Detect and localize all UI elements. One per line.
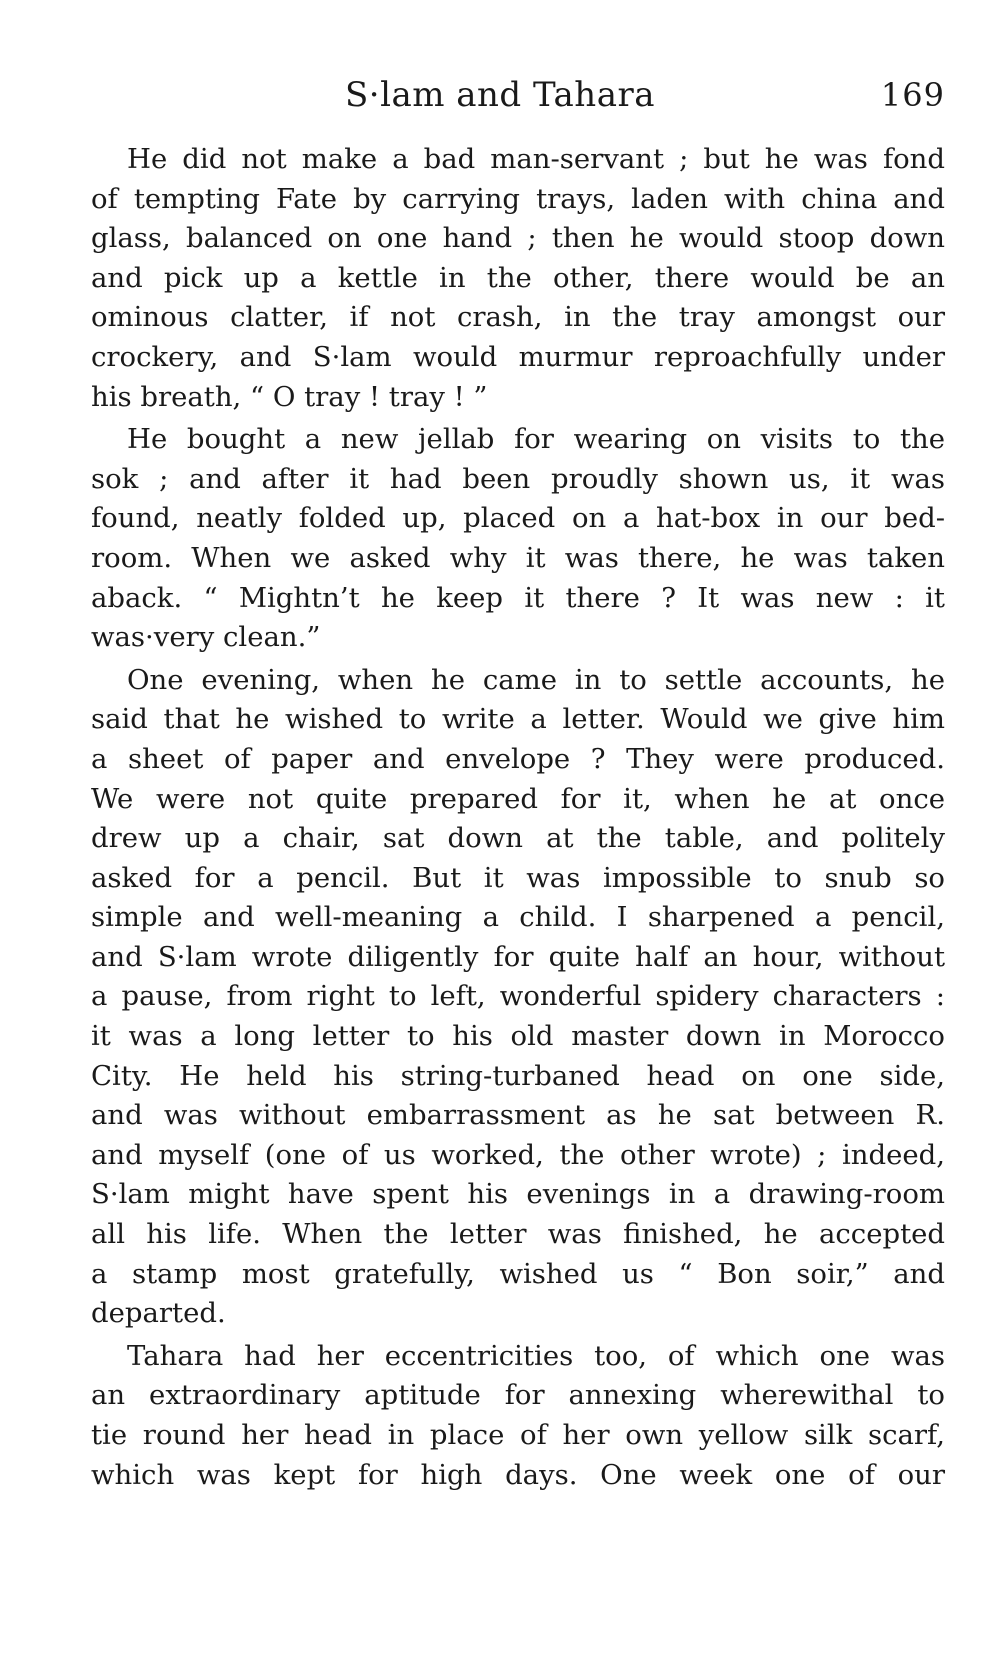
text-line: found, neatly folded up, placed on a hat-box in our bed- [91,502,945,535]
body-text [55,140,945,1498]
text-line: a stamp most gratefully, wished us “ Bon soir,” and [91,1257,945,1290]
text-line: simple and well-meaning a child. I sharpened a pencil, [91,901,945,934]
text-line: and pick up a kettle in the other, there would be an [91,261,945,294]
text-line: his breath, “ O tray ! tray ! ” [91,380,488,413]
text-line: crockery, and S·lam would murmur reproachfully under [91,340,945,373]
paragraph [55,661,945,1334]
text-line: tie round her head in place of her own yellow silk scarf, [91,1419,945,1451]
text-line: sok ; and after it had been proudly shown us, it was [91,462,945,495]
text-line: and myself (one of us worked, the other wrote) ; indeed, [91,1138,945,1171]
text-line: was·very clean.” [91,621,321,654]
text-line: of tempting Fate by carrying trays, laden with china and [91,182,945,215]
paragraph [55,420,945,658]
text-line: a sheet of paper and envelope ? They were produced. [91,742,945,775]
paragraph [55,1337,945,1495]
text-line: S·lam might have spent his evenings in a drawing-room [91,1178,945,1211]
text-line: We were not quite prepared for it, when he at once [91,782,945,815]
text-line: an extraordinary aptitude for annexing wherewithal to [91,1379,945,1412]
text-line: He did not make a bad man-servant ; but he was fond [127,143,945,175]
text-line: glass, balanced on one hand ; then he would stoop down [91,222,945,255]
text-line: which was kept for high days. One week one of our [91,1458,945,1491]
text-line: and was without embarrassment as he sat between R. [91,1099,945,1132]
text-line: and S·lam wrote diligently for quite half an hour, without [91,940,945,973]
text-line: drew up a chair, sat down at the table, and politely [91,822,945,855]
text-line: aback. “ Mightn’t he keep it there ? It was new : it [91,581,945,614]
page-number: 169 [880,76,945,114]
text-line: room. When we asked why it was there, he was taken [91,541,945,574]
running-head [55,70,945,120]
text-line: departed. [91,1297,226,1330]
running-title: S·lam and Tahara [344,75,656,115]
text-line: it was a long letter to his old master down in Morocco [91,1020,945,1053]
text-line: said that he wished to write a letter. Would we give him [91,703,945,736]
text-line: asked for a pencil. But it was impossible to snub so [91,861,945,894]
text-line: City. He held his string-turbaned head on one side, [91,1059,945,1092]
text-line: all his life. When the letter was finished, he accepted [91,1218,945,1251]
text-line: He bought a new jellab for wearing on visits to the [127,423,945,456]
text-line: Tahara had her eccentricities too, of which one was [127,1339,945,1372]
paragraph [55,140,945,417]
text-line: One evening, when he came in to settle accounts, he [127,663,945,696]
text-line: a pause, from right to left, wonderful spidery characters : [91,980,945,1013]
text-line: ominous clatter, if not crash, in the tray amongst our [91,301,945,334]
